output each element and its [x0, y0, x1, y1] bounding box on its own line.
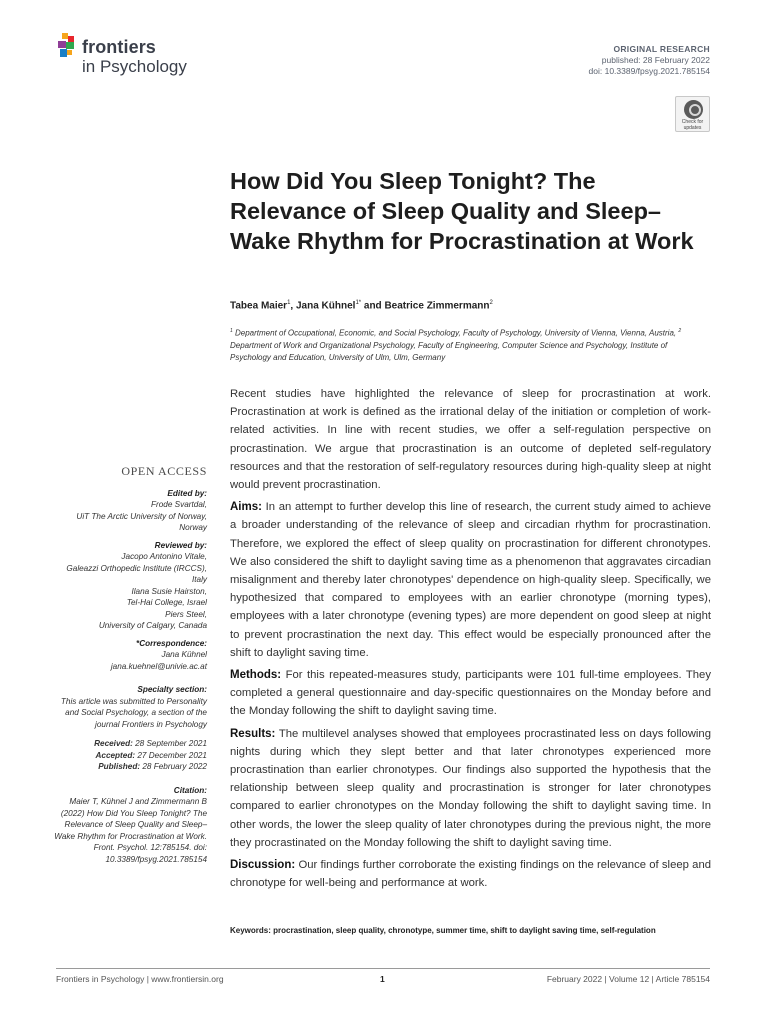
article-title: How Did You Sleep Tonight? The Relevance of Sleep Quality and Sleep–Wake Rhythm for Procrastination at Work	[230, 168, 694, 254]
accepted-label: Accepted:	[95, 750, 136, 760]
correspondence-name: Jana Kühnel	[161, 650, 207, 659]
badge-line-2: updates	[683, 124, 702, 131]
article-sidebar	[50, 466, 207, 865]
footer-divider	[56, 968, 710, 969]
reviewer-affiliation: Tel-Hai College, Israel	[126, 598, 207, 607]
author-separator: ,	[290, 300, 294, 312]
specialty-section-text: This article was submitted to Personality and Social Psychology, a section of the journal Frontiers in Psychology	[60, 696, 207, 729]
accepted-date	[50, 750, 207, 762]
affil-sup: 1	[230, 328, 233, 334]
article-dates	[50, 738, 207, 773]
footer-journal-link[interactable]: Frontiers in Psychology | www.frontiersin.org	[56, 974, 224, 984]
journal-logo[interactable]	[56, 33, 206, 79]
page-number: 1	[380, 974, 385, 984]
author-name[interactable]: Tabea Maier	[230, 300, 288, 312]
check-for-updates-badge[interactable]	[675, 96, 710, 132]
citation-label: Citation:	[173, 785, 207, 795]
discussion-text: Our findings further corroborate the existing findings on the relevance of sleep and chronotype for well-being and performance at work.	[230, 859, 712, 890]
methods-label: Methods:	[230, 669, 282, 682]
abstract-methods	[230, 666, 711, 721]
affiliations	[230, 325, 710, 364]
published-date-sidebar	[50, 761, 207, 773]
reviewer-affiliation: Galeazzi Orthopedic Institute (IRCCS), Italy	[66, 563, 207, 584]
reviewer-name[interactable]: Jacopo Antonino Vitale,	[121, 552, 207, 561]
editor-name[interactable]: Frode Svartdal,	[151, 500, 207, 509]
reviewer-name[interactable]: Piers Steel,	[165, 609, 207, 619]
received-label: Received:	[94, 739, 133, 748]
affil-sup: 2	[678, 328, 682, 334]
open-access-label: OPEN ACCESS	[121, 464, 207, 478]
results-text: The multilevel analyses showed that employees procrastinated less on days following nights during which they slept better and that later chronotypes experienced more procrastination than earlier chronotypes. Our findings also supported the hypothesis that the relationship between sleep quality and procrastination is stronger for later chronotypes compared to earlier chronotypes on the Monday following the shift to daylight saving time. In other words, the lower the sleep quality of later chronotypes during the previous night, the more they procrastinated on the Monday following the shift to daylight saving time.	[230, 727, 711, 849]
specialty-section-label: Specialty section:	[137, 685, 207, 694]
accepted-value: 27 December 2021	[135, 750, 207, 760]
reviewer-name[interactable]: Ilana Susie Hairston,	[131, 586, 207, 596]
citation-text: Maier T, Kühnel J and Zimmermann B (2022) How Did You Sleep Tonight? The Relevance of Sleep Quality and Sleep–Wake Rhythm for Procrastination at Work. Front. Psychol. 12:785154. doi: 10.3389/fpsyg.2021.785154	[54, 797, 207, 864]
abstract-results	[230, 725, 711, 852]
frontiers-logo-icon	[56, 33, 80, 63]
keywords: Keywords: procrastination, sleep quality, chronotype, summer time, shift to daylight saving time, self-regulation	[230, 926, 656, 935]
abstract	[230, 385, 711, 896]
correspondence-email[interactable]: jana.kuehnel@univie.ac.at	[110, 661, 207, 671]
edited-by-label: Edited by:	[167, 488, 207, 498]
article-header-info	[589, 44, 710, 77]
check-updates-icon	[684, 100, 703, 119]
author-name[interactable]: Jana Kühnel	[295, 300, 356, 312]
journal-subtitle: in Psychology	[82, 57, 187, 76]
article-type: ORIGINAL RESEARCH	[613, 44, 710, 54]
journal-brand: frontiers	[82, 37, 156, 57]
correspondence-label: *Correspondence:	[136, 638, 207, 648]
reviewer-affiliation: University of Calgary, Canada	[98, 621, 207, 630]
abstract-discussion	[230, 856, 711, 892]
received-value: 28 September 2021	[132, 739, 207, 748]
methods-text: For this repeated-measures study, participants were 101 full-time employees. They completed a general questionnaire and day-specific questionnaires on the Monday before and the Monday following the shift to daylight saving time.	[230, 669, 711, 718]
received-date	[50, 738, 207, 750]
doi-link[interactable]: doi: 10.3389/fpsyg.2021.785154	[588, 66, 710, 76]
aims-label: Aims:	[230, 501, 262, 514]
results-label: Results:	[230, 727, 276, 740]
footer-issue-info: February 2022 | Volume 12 | Article 785154	[546, 974, 710, 984]
badge-line-1: Check for	[681, 119, 704, 125]
discussion-label: Discussion:	[230, 859, 296, 872]
published-date: published: 28 February 2022	[601, 55, 710, 65]
affiliation-1: Department of Occupational, Economic, and Social Psychology, Faculty of Psychology, University of Vienna, Vienna, Austria,	[232, 328, 679, 338]
author-list	[230, 300, 493, 311]
published-label: Published:	[98, 762, 141, 771]
affiliation-2: Department of Work and Organizational Psychology, Faculty of Engineering, Computer Science and Psychology, Institute of Psychology and Education, University of Ulm, Ulm, Germany	[230, 340, 668, 362]
author-affil-sup: 1*	[355, 300, 362, 306]
abstract-intro: Recent studies have highlighted the relevance of sleep for procrastination at work. Procrastination at work is defined as the irrational delay of the initiation or completion of work-related activities. In line with recent studies, we offer a self-regulation perspective on procrastination. We argue that procrastination is an outcome of depleted self-regulatory resources and that the restoration of self-regulatory resources during high-quality sleep at night would prevent procrastination.	[230, 388, 711, 492]
author-conjunction: and	[363, 300, 382, 312]
abstract-aims	[230, 498, 711, 662]
author-affil-sup: 2	[489, 300, 493, 306]
author-name[interactable]: Beatrice Zimmermann	[384, 300, 490, 312]
reviewed-by-label: Reviewed by:	[154, 540, 207, 550]
editor-affiliation: UiT The Arctic University of Norway, Norway	[76, 511, 207, 532]
author-affil-sup: 1	[287, 300, 291, 306]
aims-text: In an attempt to further develop this line of research, the current study aimed to achieve a broader understanding of the relevance of sleep and circadian rhythm for procrastination. Therefore, we explored the effect of sleep quality on procrastination for different chronotypes. We also considered the shift to daylight saving time as a phenomenon that aggravates circadian misalignment and thereby later chronotypes' dependence on high-quality sleep. Specifically, we hypothesized that compared to employees with an earlier chronotype (morning types), employees with a later chronotype (evening types) are more dependent on good sleep at night to prevent procrastination the next day. This effect would be especially pronounced after the shift to daylight saving time.	[230, 501, 712, 659]
published-value: 28 February 2022	[140, 762, 207, 771]
